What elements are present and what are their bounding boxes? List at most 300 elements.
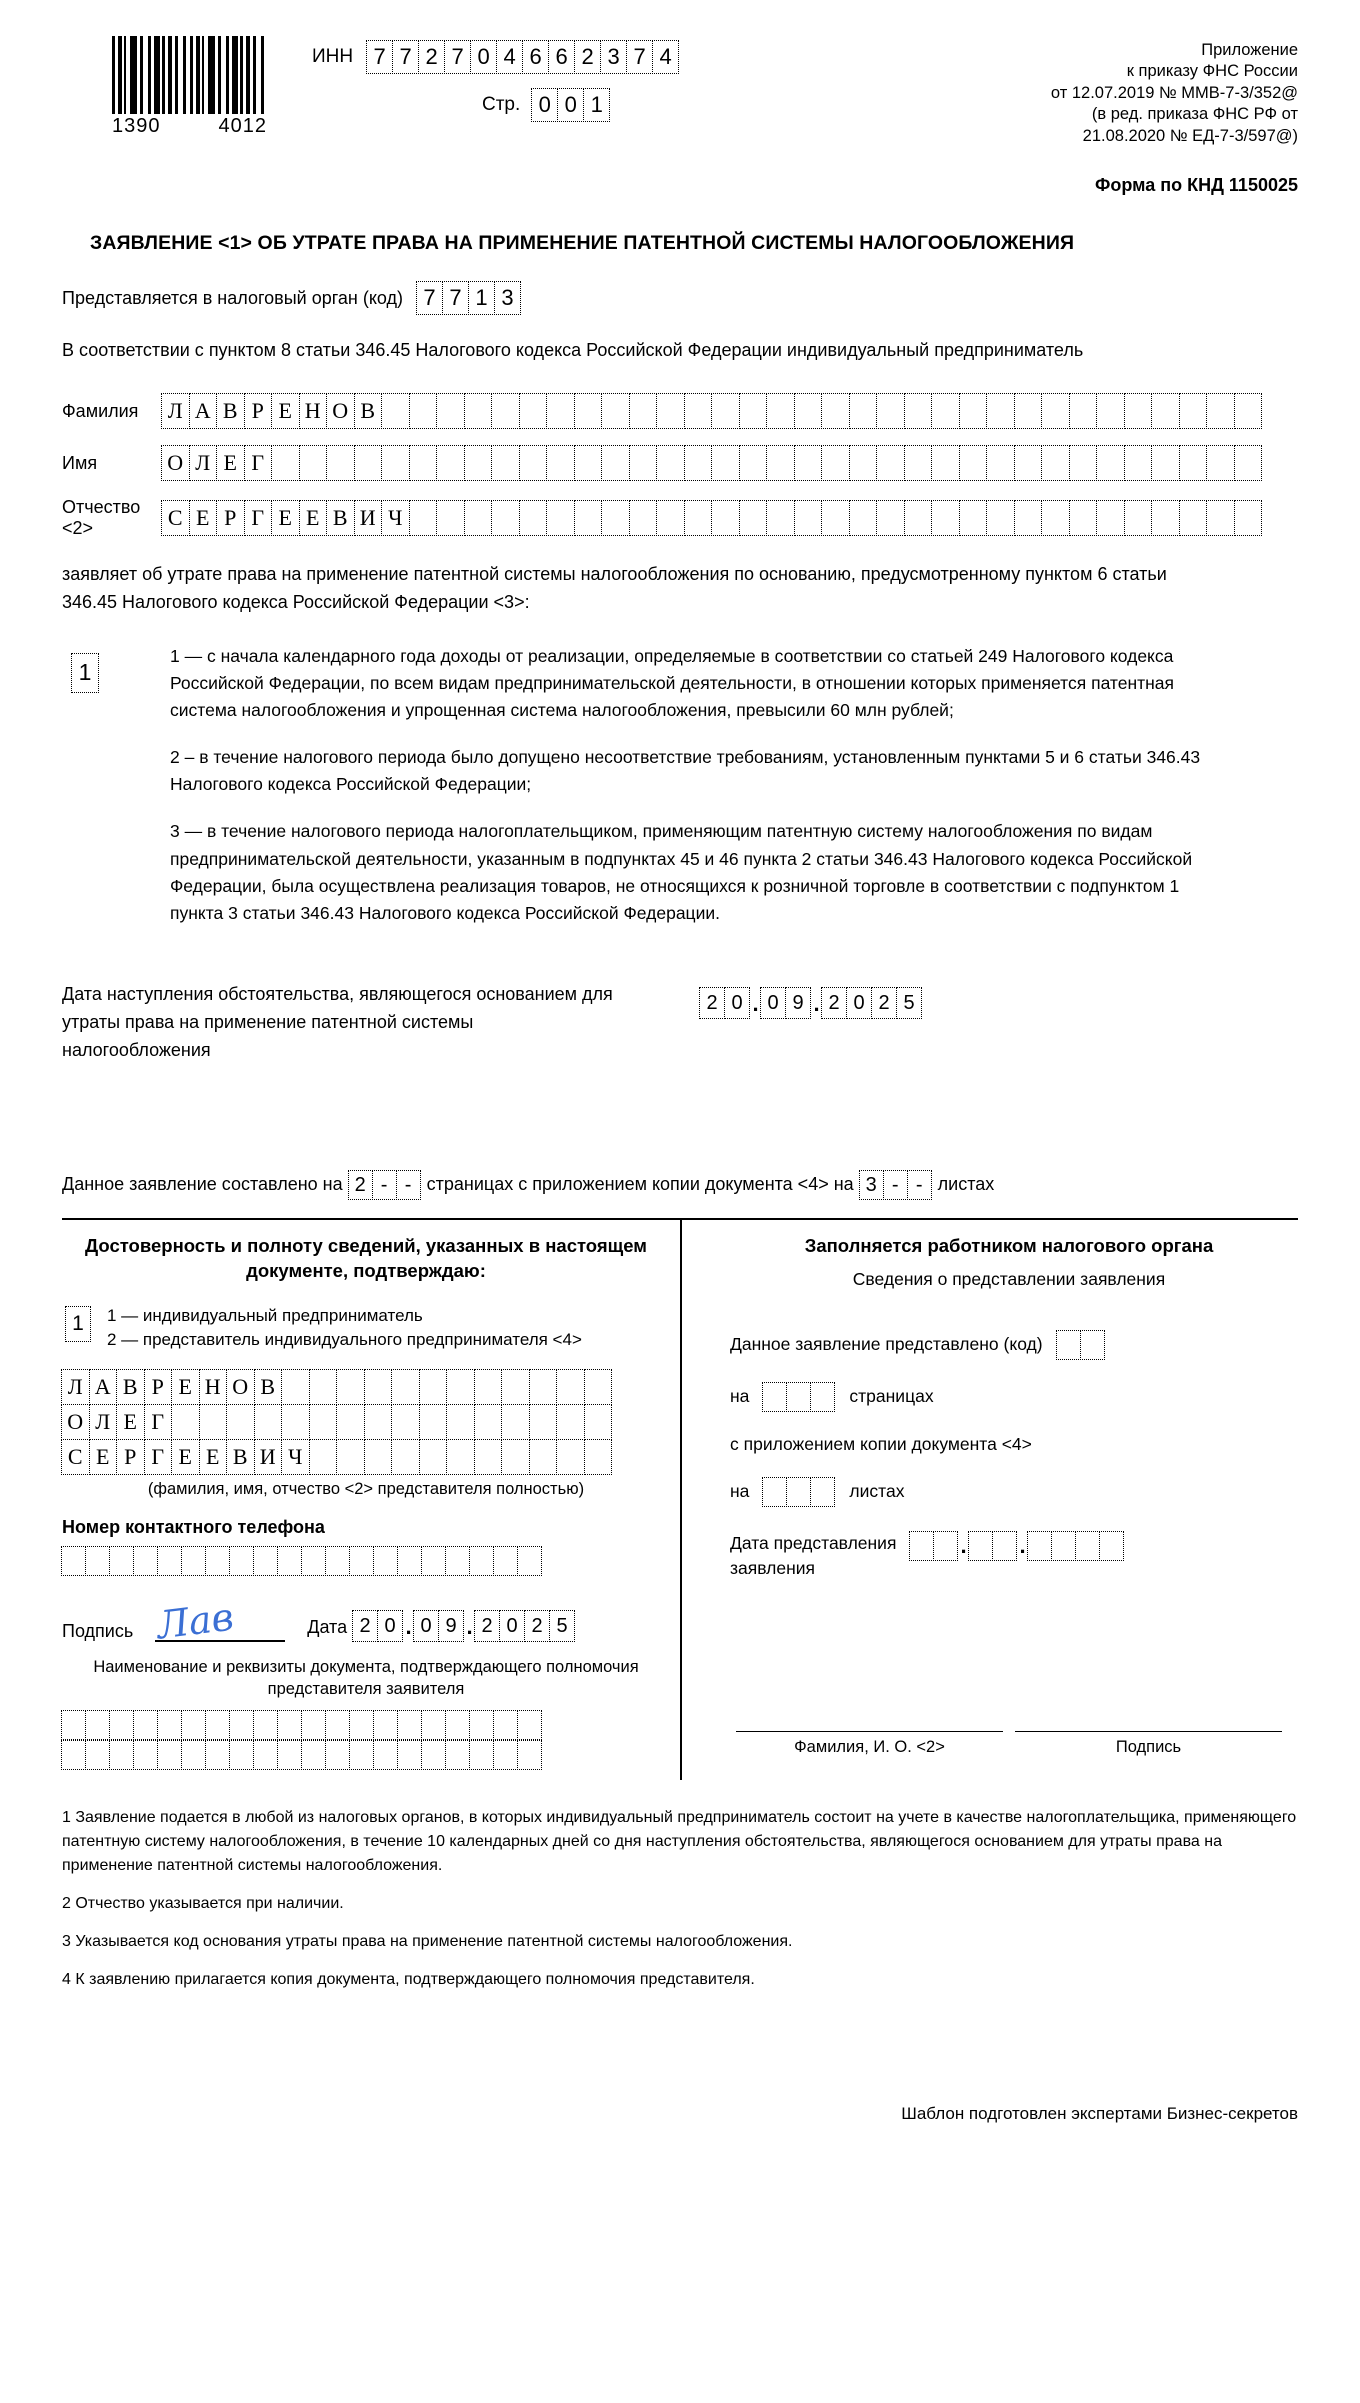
form-cell[interactable] [364, 1439, 393, 1475]
form-cell[interactable] [474, 1439, 503, 1475]
form-cell[interactable] [326, 445, 355, 481]
form-cell[interactable] [1069, 445, 1098, 481]
submission-date-cells[interactable] [910, 1531, 1124, 1561]
form-cell[interactable]: 4 [496, 40, 523, 74]
form-cell[interactable]: Е [116, 1404, 145, 1440]
form-cell[interactable] [397, 1710, 422, 1740]
form-cell[interactable] [421, 1546, 446, 1576]
form-cell[interactable] [133, 1546, 158, 1576]
form-cell[interactable] [1069, 393, 1098, 429]
form-cell[interactable]: 3 [600, 40, 627, 74]
page-cells[interactable] [532, 88, 610, 122]
rep-patronymic-cells[interactable] [62, 1439, 670, 1475]
patronymic-cells[interactable] [162, 500, 1262, 536]
form-cell[interactable] [546, 500, 575, 536]
form-cell[interactable]: О [226, 1369, 255, 1405]
form-cell[interactable]: 9 [438, 1610, 464, 1642]
event-date-value[interactable] [700, 981, 922, 1019]
form-cell[interactable]: Р [216, 500, 245, 536]
form-cell[interactable]: В [326, 500, 355, 536]
form-cell[interactable]: О [161, 445, 190, 481]
form-cell[interactable] [1027, 1531, 1052, 1561]
rep-lastname-cells[interactable] [62, 1369, 670, 1405]
form-cell[interactable] [629, 393, 658, 429]
form-cell[interactable] [986, 500, 1015, 536]
form-cell[interactable] [474, 1369, 503, 1405]
form-cell[interactable] [299, 445, 328, 481]
form-cell[interactable] [469, 1740, 494, 1770]
form-cell[interactable]: 0 [531, 88, 558, 122]
form-cell[interactable] [574, 393, 603, 429]
form-cell[interactable] [253, 1710, 278, 1740]
form-cell[interactable] [464, 500, 493, 536]
form-cell[interactable] [849, 445, 878, 481]
form-cell[interactable]: А [89, 1369, 118, 1405]
form-cell[interactable] [373, 1546, 398, 1576]
form-cell[interactable] [762, 1382, 787, 1412]
form-cell[interactable] [229, 1740, 254, 1770]
submitted-pages-cells[interactable] [763, 1382, 835, 1412]
form-cell[interactable]: 5 [549, 1610, 575, 1642]
form-cell[interactable]: 5 [896, 987, 922, 1019]
form-cell[interactable]: 4 [652, 40, 679, 74]
form-cell[interactable]: 6 [548, 40, 575, 74]
form-cell[interactable] [904, 500, 933, 536]
form-cell[interactable] [1069, 500, 1098, 536]
form-cell[interactable]: Ч [381, 500, 410, 536]
form-cell[interactable] [959, 500, 988, 536]
form-cell[interactable] [445, 1740, 470, 1770]
form-cell[interactable] [601, 393, 630, 429]
form-cell[interactable] [464, 445, 493, 481]
form-cell[interactable] [85, 1740, 110, 1770]
form-cell[interactable]: С [161, 500, 190, 536]
form-cell[interactable]: Е [216, 445, 245, 481]
form-cell[interactable]: 7 [416, 281, 443, 315]
form-cell[interactable] [436, 500, 465, 536]
form-cell[interactable] [109, 1710, 134, 1740]
form-cell[interactable] [810, 1477, 835, 1507]
form-cell[interactable] [786, 1382, 811, 1412]
form-cell[interactable] [181, 1710, 206, 1740]
form-cell[interactable] [409, 393, 438, 429]
form-cell[interactable] [584, 1439, 613, 1475]
form-cell[interactable]: 0 [470, 40, 497, 74]
composed-pages-cells[interactable] [349, 1170, 421, 1200]
form-cell[interactable] [309, 1369, 338, 1405]
form-cell[interactable] [205, 1740, 230, 1770]
form-cell[interactable] [281, 1404, 310, 1440]
form-cell[interactable]: В [226, 1439, 255, 1475]
form-cell[interactable] [281, 1369, 310, 1405]
form-cell[interactable] [766, 445, 795, 481]
submitted-code-cells[interactable] [1057, 1330, 1105, 1360]
form-cell[interactable]: 2 [418, 40, 445, 74]
form-cell[interactable] [391, 1439, 420, 1475]
form-cell[interactable] [992, 1531, 1017, 1561]
form-cell[interactable]: 7 [366, 40, 393, 74]
form-cell[interactable] [1179, 500, 1208, 536]
form-cell[interactable]: Е [271, 393, 300, 429]
form-cell[interactable] [325, 1546, 350, 1576]
form-cell[interactable] [397, 1546, 422, 1576]
form-cell[interactable]: 0 [413, 1610, 439, 1642]
form-cell[interactable] [436, 445, 465, 481]
form-cell[interactable] [556, 1439, 585, 1475]
form-cell[interactable] [181, 1546, 206, 1576]
form-cell[interactable] [1151, 393, 1180, 429]
form-cell[interactable] [205, 1546, 230, 1576]
form-cell[interactable] [133, 1710, 158, 1740]
form-cell[interactable]: 3 [859, 1170, 884, 1200]
submitted-sheets-cells[interactable] [763, 1477, 835, 1507]
form-cell[interactable]: Р [244, 393, 273, 429]
form-cell[interactable] [61, 1710, 86, 1740]
form-cell[interactable] [445, 1546, 470, 1576]
form-cell[interactable] [391, 1404, 420, 1440]
form-cell[interactable] [419, 1404, 448, 1440]
composed-sheets-cells[interactable] [860, 1170, 932, 1200]
form-cell[interactable] [1096, 445, 1125, 481]
form-cell[interactable] [445, 1710, 470, 1740]
form-cell[interactable]: 7 [392, 40, 419, 74]
form-cell[interactable] [364, 1404, 393, 1440]
form-cell[interactable] [1124, 445, 1153, 481]
form-cell[interactable] [931, 445, 960, 481]
form-cell[interactable] [381, 445, 410, 481]
form-cell[interactable] [1206, 500, 1235, 536]
lastname-cells[interactable] [162, 393, 1262, 429]
form-cell[interactable] [1179, 393, 1208, 429]
form-cell[interactable] [364, 1369, 393, 1405]
form-cell[interactable] [684, 500, 713, 536]
form-cell[interactable] [684, 445, 713, 481]
form-cell[interactable]: Р [144, 1369, 173, 1405]
rep-firstname-cells[interactable] [62, 1404, 670, 1440]
form-cell[interactable] [711, 393, 740, 429]
form-cell[interactable]: 0 [377, 1610, 403, 1642]
form-cell[interactable] [301, 1710, 326, 1740]
form-cell[interactable] [931, 500, 960, 536]
form-cell[interactable] [986, 445, 1015, 481]
form-cell[interactable]: 0 [499, 1610, 525, 1642]
form-cell[interactable] [205, 1710, 230, 1740]
form-cell[interactable] [1056, 1330, 1081, 1360]
form-cell[interactable] [253, 1546, 278, 1576]
form-cell[interactable]: 0 [724, 987, 750, 1019]
form-cell[interactable]: 3 [494, 281, 521, 315]
form-cell[interactable] [529, 1439, 558, 1475]
form-cell[interactable]: - [372, 1170, 397, 1200]
form-cell[interactable] [354, 445, 383, 481]
form-cell[interactable] [786, 1477, 811, 1507]
form-cell[interactable] [61, 1740, 86, 1770]
form-cell[interactable]: 2 [474, 1610, 500, 1642]
form-cell[interactable]: 2 [352, 1610, 378, 1642]
form-cell[interactable] [491, 445, 520, 481]
form-cell[interactable] [1096, 393, 1125, 429]
form-cell[interactable] [409, 445, 438, 481]
form-cell[interactable] [546, 445, 575, 481]
form-cell[interactable] [656, 500, 685, 536]
form-cell[interactable] [464, 393, 493, 429]
form-cell[interactable] [904, 393, 933, 429]
form-cell[interactable]: 1 [71, 653, 99, 693]
form-cell[interactable] [766, 393, 795, 429]
form-cell[interactable] [762, 1477, 787, 1507]
form-cell[interactable] [469, 1546, 494, 1576]
form-cell[interactable] [181, 1740, 206, 1770]
form-cell[interactable] [493, 1546, 518, 1576]
form-cell[interactable] [601, 500, 630, 536]
form-cell[interactable]: Е [171, 1439, 200, 1475]
form-cell[interactable] [794, 445, 823, 481]
form-cell[interactable]: Г [144, 1439, 173, 1475]
form-cell[interactable] [336, 1439, 365, 1475]
form-cell[interactable]: В [116, 1369, 145, 1405]
form-cell[interactable]: Ч [281, 1439, 310, 1475]
form-cell[interactable] [711, 445, 740, 481]
form-cell[interactable]: 1 [65, 1306, 91, 1342]
form-cell[interactable]: 2 [574, 40, 601, 74]
form-cell[interactable] [1206, 393, 1235, 429]
form-cell[interactable] [277, 1546, 302, 1576]
form-cell[interactable]: 1 [583, 88, 610, 122]
form-cell[interactable] [519, 393, 548, 429]
form-cell[interactable] [421, 1740, 446, 1770]
form-cell[interactable] [226, 1404, 255, 1440]
form-cell[interactable] [1151, 500, 1180, 536]
form-cell[interactable]: С [61, 1439, 90, 1475]
form-cell[interactable] [1041, 500, 1070, 536]
form-cell[interactable] [336, 1369, 365, 1405]
form-cell[interactable] [821, 445, 850, 481]
form-cell[interactable] [421, 1710, 446, 1740]
form-cell[interactable] [391, 1369, 420, 1405]
form-cell[interactable] [986, 393, 1015, 429]
form-cell[interactable] [517, 1710, 542, 1740]
form-cell[interactable]: И [354, 500, 383, 536]
form-cell[interactable] [517, 1740, 542, 1770]
form-cell[interactable] [325, 1740, 350, 1770]
form-cell[interactable] [253, 1740, 278, 1770]
form-cell[interactable] [501, 1369, 530, 1405]
form-cell[interactable] [1041, 393, 1070, 429]
form-cell[interactable]: 7 [442, 281, 469, 315]
form-cell[interactable]: 6 [522, 40, 549, 74]
inn-cells[interactable] [367, 40, 679, 74]
form-cell[interactable] [810, 1382, 835, 1412]
authority-doc-cells-row2[interactable] [62, 1740, 670, 1770]
form-cell[interactable] [373, 1710, 398, 1740]
form-cell[interactable]: 7 [626, 40, 653, 74]
form-cell[interactable] [1080, 1330, 1105, 1360]
form-cell[interactable] [493, 1740, 518, 1770]
form-cell[interactable] [933, 1531, 958, 1561]
form-cell[interactable] [61, 1546, 86, 1576]
form-cell[interactable] [1124, 500, 1153, 536]
form-cell[interactable] [301, 1740, 326, 1770]
form-cell[interactable]: 9 [785, 987, 811, 1019]
form-cell[interactable] [849, 500, 878, 536]
form-cell[interactable] [1099, 1531, 1124, 1561]
form-cell[interactable] [1051, 1531, 1076, 1561]
authority-doc-cells-row1[interactable] [62, 1710, 670, 1740]
form-cell[interactable] [301, 1546, 326, 1576]
form-cell[interactable] [349, 1546, 374, 1576]
form-cell[interactable] [1014, 500, 1043, 536]
declarant-code-wrap[interactable] [62, 1304, 91, 1353]
tax-authority-cells[interactable] [417, 281, 521, 315]
form-cell[interactable] [584, 1404, 613, 1440]
form-cell[interactable]: А [189, 393, 218, 429]
form-cell[interactable] [1151, 445, 1180, 481]
form-cell[interactable] [85, 1710, 110, 1740]
form-cell[interactable]: Г [244, 445, 273, 481]
form-cell[interactable] [309, 1404, 338, 1440]
form-cell[interactable]: Н [299, 393, 328, 429]
form-cell[interactable] [546, 393, 575, 429]
form-cell[interactable] [739, 393, 768, 429]
form-cell[interactable] [519, 500, 548, 536]
form-cell[interactable]: Р [116, 1439, 145, 1475]
form-cell[interactable]: О [326, 393, 355, 429]
form-cell[interactable] [199, 1404, 228, 1440]
form-cell[interactable] [491, 393, 520, 429]
form-cell[interactable] [739, 445, 768, 481]
form-cell[interactable] [959, 393, 988, 429]
form-cell[interactable] [229, 1546, 254, 1576]
form-cell[interactable] [1041, 445, 1070, 481]
form-cell[interactable] [904, 445, 933, 481]
form-cell[interactable] [876, 445, 905, 481]
signature-date-cells[interactable] [353, 1610, 575, 1642]
form-cell[interactable] [229, 1710, 254, 1740]
form-cell[interactable]: - [907, 1170, 932, 1200]
form-cell[interactable] [556, 1369, 585, 1405]
form-cell[interactable] [157, 1740, 182, 1770]
form-cell[interactable] [419, 1439, 448, 1475]
form-cell[interactable]: 0 [846, 987, 872, 1019]
form-cell[interactable] [349, 1710, 374, 1740]
form-cell[interactable]: - [883, 1170, 908, 1200]
form-cell[interactable] [1014, 393, 1043, 429]
form-cell[interactable] [349, 1740, 374, 1770]
form-cell[interactable]: Е [271, 500, 300, 536]
form-cell[interactable]: 2 [821, 987, 847, 1019]
form-cell[interactable] [85, 1546, 110, 1576]
form-cell[interactable]: Л [161, 393, 190, 429]
form-cell[interactable] [517, 1546, 542, 1576]
form-cell[interactable]: Л [89, 1404, 118, 1440]
form-cell[interactable]: Л [61, 1369, 90, 1405]
form-cell[interactable] [968, 1531, 993, 1561]
form-cell[interactable] [373, 1740, 398, 1770]
form-cell[interactable] [336, 1404, 365, 1440]
form-cell[interactable] [794, 393, 823, 429]
form-cell[interactable] [381, 393, 410, 429]
form-cell[interactable]: 1 [468, 281, 495, 315]
form-cell[interactable]: 0 [760, 987, 786, 1019]
form-cell[interactable] [574, 445, 603, 481]
form-cell[interactable] [1014, 445, 1043, 481]
form-cell[interactable] [656, 393, 685, 429]
form-cell[interactable] [629, 445, 658, 481]
form-cell[interactable] [876, 393, 905, 429]
form-cell[interactable] [766, 500, 795, 536]
form-cell[interactable] [959, 445, 988, 481]
form-cell[interactable] [1206, 445, 1235, 481]
form-cell[interactable] [409, 500, 438, 536]
form-cell[interactable]: Е [171, 1369, 200, 1405]
form-cell[interactable] [601, 445, 630, 481]
form-cell[interactable]: Е [189, 500, 218, 536]
form-cell[interactable]: О [61, 1404, 90, 1440]
form-cell[interactable] [684, 393, 713, 429]
form-cell[interactable] [821, 393, 850, 429]
form-cell[interactable] [501, 1439, 530, 1475]
form-cell[interactable] [909, 1531, 934, 1561]
form-cell[interactable] [519, 445, 548, 481]
form-cell[interactable]: 0 [557, 88, 584, 122]
form-cell[interactable] [254, 1404, 283, 1440]
form-cell[interactable] [849, 393, 878, 429]
form-cell[interactable] [436, 393, 465, 429]
form-cell[interactable] [656, 445, 685, 481]
form-cell[interactable]: Н [199, 1369, 228, 1405]
form-cell[interactable] [1075, 1531, 1100, 1561]
form-cell[interactable] [821, 500, 850, 536]
form-cell[interactable] [469, 1710, 494, 1740]
form-cell[interactable] [325, 1710, 350, 1740]
form-cell[interactable]: 7 [444, 40, 471, 74]
form-cell[interactable] [133, 1740, 158, 1770]
form-cell[interactable] [109, 1546, 134, 1576]
form-cell[interactable] [277, 1710, 302, 1740]
form-cell[interactable]: И [254, 1439, 283, 1475]
form-cell[interactable]: Г [144, 1404, 173, 1440]
form-cell[interactable] [529, 1369, 558, 1405]
form-cell[interactable] [584, 1369, 613, 1405]
reason-code-cells[interactable] [72, 653, 142, 693]
form-cell[interactable]: 2 [699, 987, 725, 1019]
form-cell[interactable] [446, 1369, 475, 1405]
form-cell[interactable] [1234, 445, 1263, 481]
form-cell[interactable] [739, 500, 768, 536]
form-cell[interactable]: - [396, 1170, 421, 1200]
form-cell[interactable] [109, 1740, 134, 1770]
form-cell[interactable] [277, 1740, 302, 1770]
form-cell[interactable] [446, 1439, 475, 1475]
form-cell[interactable]: 2 [348, 1170, 373, 1200]
firstname-cells[interactable] [162, 445, 1262, 481]
form-cell[interactable] [1124, 393, 1153, 429]
form-cell[interactable] [419, 1369, 448, 1405]
signature-area[interactable] [147, 1594, 297, 1648]
form-cell[interactable]: Е [199, 1439, 228, 1475]
form-cell[interactable] [529, 1404, 558, 1440]
form-cell[interactable]: 2 [524, 1610, 550, 1642]
form-cell[interactable] [876, 500, 905, 536]
form-cell[interactable]: В [254, 1369, 283, 1405]
form-cell[interactable]: В [354, 393, 383, 429]
form-cell[interactable] [397, 1740, 422, 1770]
form-cell[interactable] [1179, 445, 1208, 481]
form-cell[interactable] [794, 500, 823, 536]
form-cell[interactable] [1234, 393, 1263, 429]
form-cell[interactable] [711, 500, 740, 536]
form-cell[interactable] [556, 1404, 585, 1440]
